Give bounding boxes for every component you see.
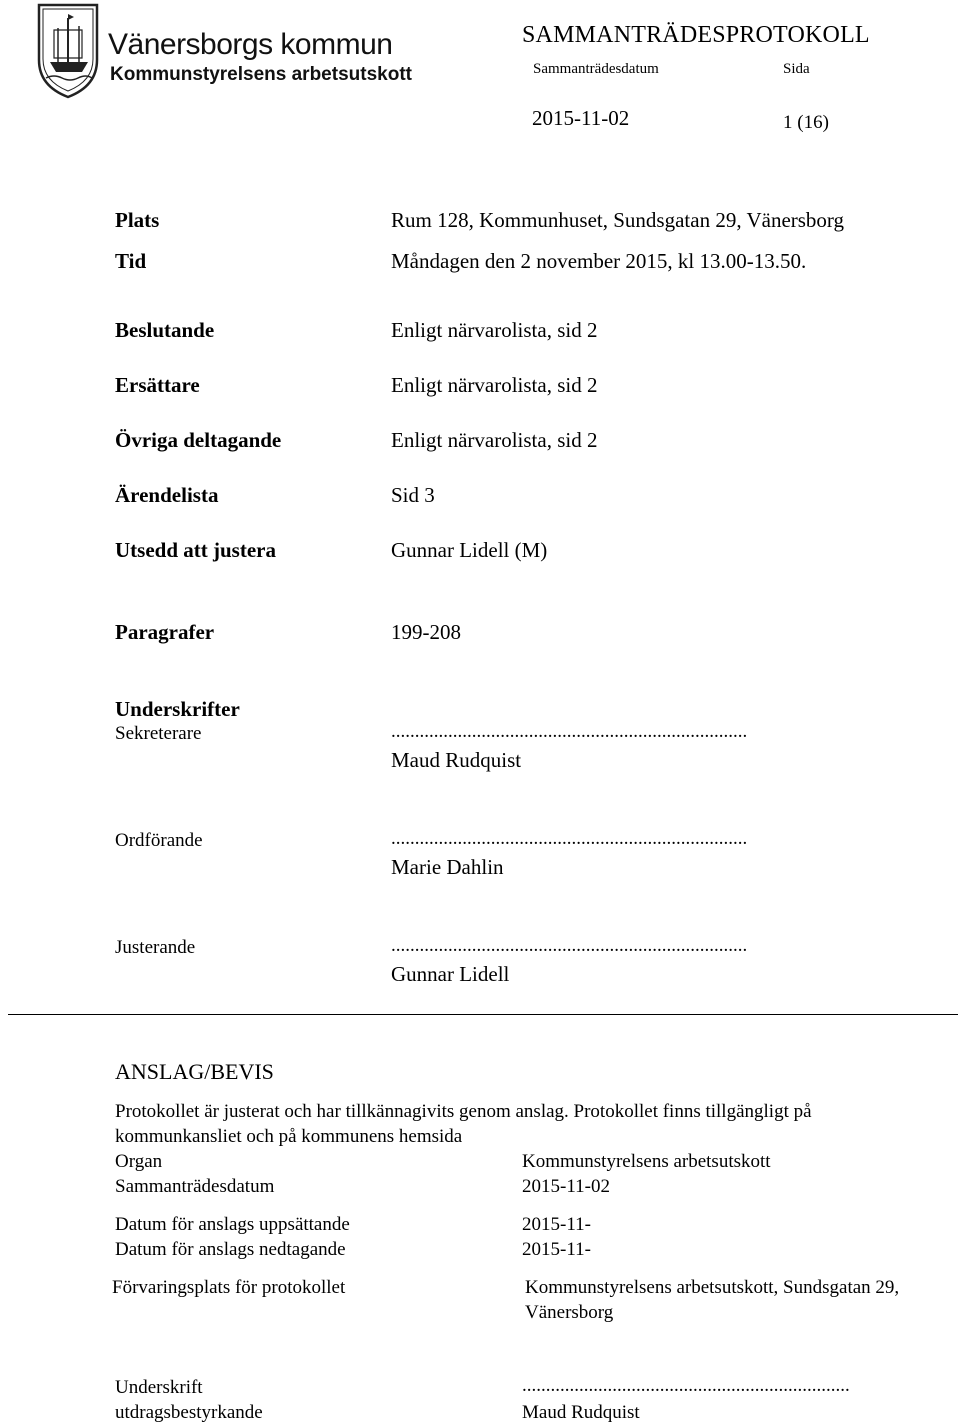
signature-role-justerande: Justerande (115, 937, 196, 958)
anslag-label-datum: Sammanträdesdatum (115, 1176, 275, 1197)
anslag-title: ANSLAG/BEVIS (115, 1059, 274, 1084)
detail-value-plats: Rum 128, Kommunhuset, Sundsgatan 29, Vänersborg (391, 208, 845, 232)
detail-value-tid: Måndagen den 2 november 2015, kl 13.00-13.50. (391, 249, 807, 273)
anslag-value-nedtagande: 2015-11- (522, 1239, 591, 1260)
signature-line-sekreterare: ........................................................................... (391, 721, 748, 742)
section-divider (8, 1014, 958, 1015)
meeting-date-label: Sammanträdesdatum (533, 61, 659, 77)
detail-label-plats: Plats (115, 208, 160, 232)
signature-role-sekreterare: Sekreterare (115, 723, 202, 744)
anslag-label-uppsattande: Datum för anslags uppsättande (115, 1214, 350, 1235)
signatures-title: Underskrifter (115, 697, 240, 721)
detail-label-tid: Tid (115, 249, 147, 273)
detail-value-beslutande: Enligt närvarolista, sid 2 (391, 318, 598, 342)
detail-label-beslutande: Beslutande (115, 318, 215, 342)
page-label: Sida (783, 61, 810, 77)
certification-signature-line: ..................................................................... (522, 1375, 850, 1396)
meeting-date: 2015-11-02 (532, 106, 630, 130)
document-type-title: SAMMANTRÄDESPROTOKOLL (522, 22, 870, 48)
signature-line-ordforande: ........................................................................... (391, 828, 748, 849)
signature-line-justerande: ........................................................................... (391, 935, 748, 956)
anslag-text-line2: kommunkansliet och på kommunens hemsida (115, 1126, 463, 1147)
detail-value-ersattare: Enligt närvarolista, sid 2 (391, 373, 598, 397)
certification-signer-name: Maud Rudquist (522, 1402, 640, 1423)
organization-name: Vänersborgs kommun (108, 28, 393, 61)
storage-label: Förvaringsplats för protokollet (112, 1277, 346, 1298)
detail-label-ersattare: Ersättare (115, 373, 200, 397)
detail-value-arendelista: Sid 3 (391, 483, 435, 507)
anslag-value-organ: Kommunstyrelsens arbetsutskott (522, 1151, 771, 1172)
detail-label-arendelista: Ärendelista (115, 483, 219, 507)
anslag-text-line1: Protokollet är justerat och har tillkännagivits genom anslag. Protokollet finns tillgängligt på (115, 1101, 812, 1122)
signature-name-justerande: Gunnar Lidell (391, 962, 510, 986)
anslag-value-datum: 2015-11-02 (522, 1176, 610, 1197)
storage-value-line2: Vänersborg (525, 1302, 614, 1323)
storage-value-line1: Kommunstyrelsens arbetsutskott, Sundsgatan 29, (525, 1277, 900, 1298)
detail-value-justera: Gunnar Lidell (M) (391, 538, 548, 562)
detail-label-justera: Utsedd att justera (115, 538, 276, 562)
signature-name-ordforande: Marie Dahlin (391, 855, 504, 879)
detail-label-paragrafer: Paragrafer (115, 620, 215, 644)
signature-name-sekreterare: Maud Rudquist (391, 748, 522, 772)
coat-of-arms-logo (36, 2, 100, 100)
certification-label-line1: Underskrift (115, 1377, 203, 1398)
anslag-value-uppsattande: 2015-11- (522, 1214, 591, 1235)
detail-label-ovriga: Övriga deltagande (115, 428, 282, 452)
page-number: 1 (16) (783, 112, 829, 133)
certification-label-line2: utdragsbestyrkande (115, 1402, 263, 1423)
anslag-label-nedtagande: Datum för anslags nedtagande (115, 1239, 346, 1260)
anslag-label-organ: Organ (115, 1151, 163, 1172)
detail-value-ovriga: Enligt närvarolista, sid 2 (391, 428, 598, 452)
detail-value-paragrafer: 199-208 (391, 620, 461, 644)
committee-name: Kommunstyrelsens arbetsutskott (110, 64, 412, 85)
signature-role-ordforande: Ordförande (115, 830, 203, 851)
